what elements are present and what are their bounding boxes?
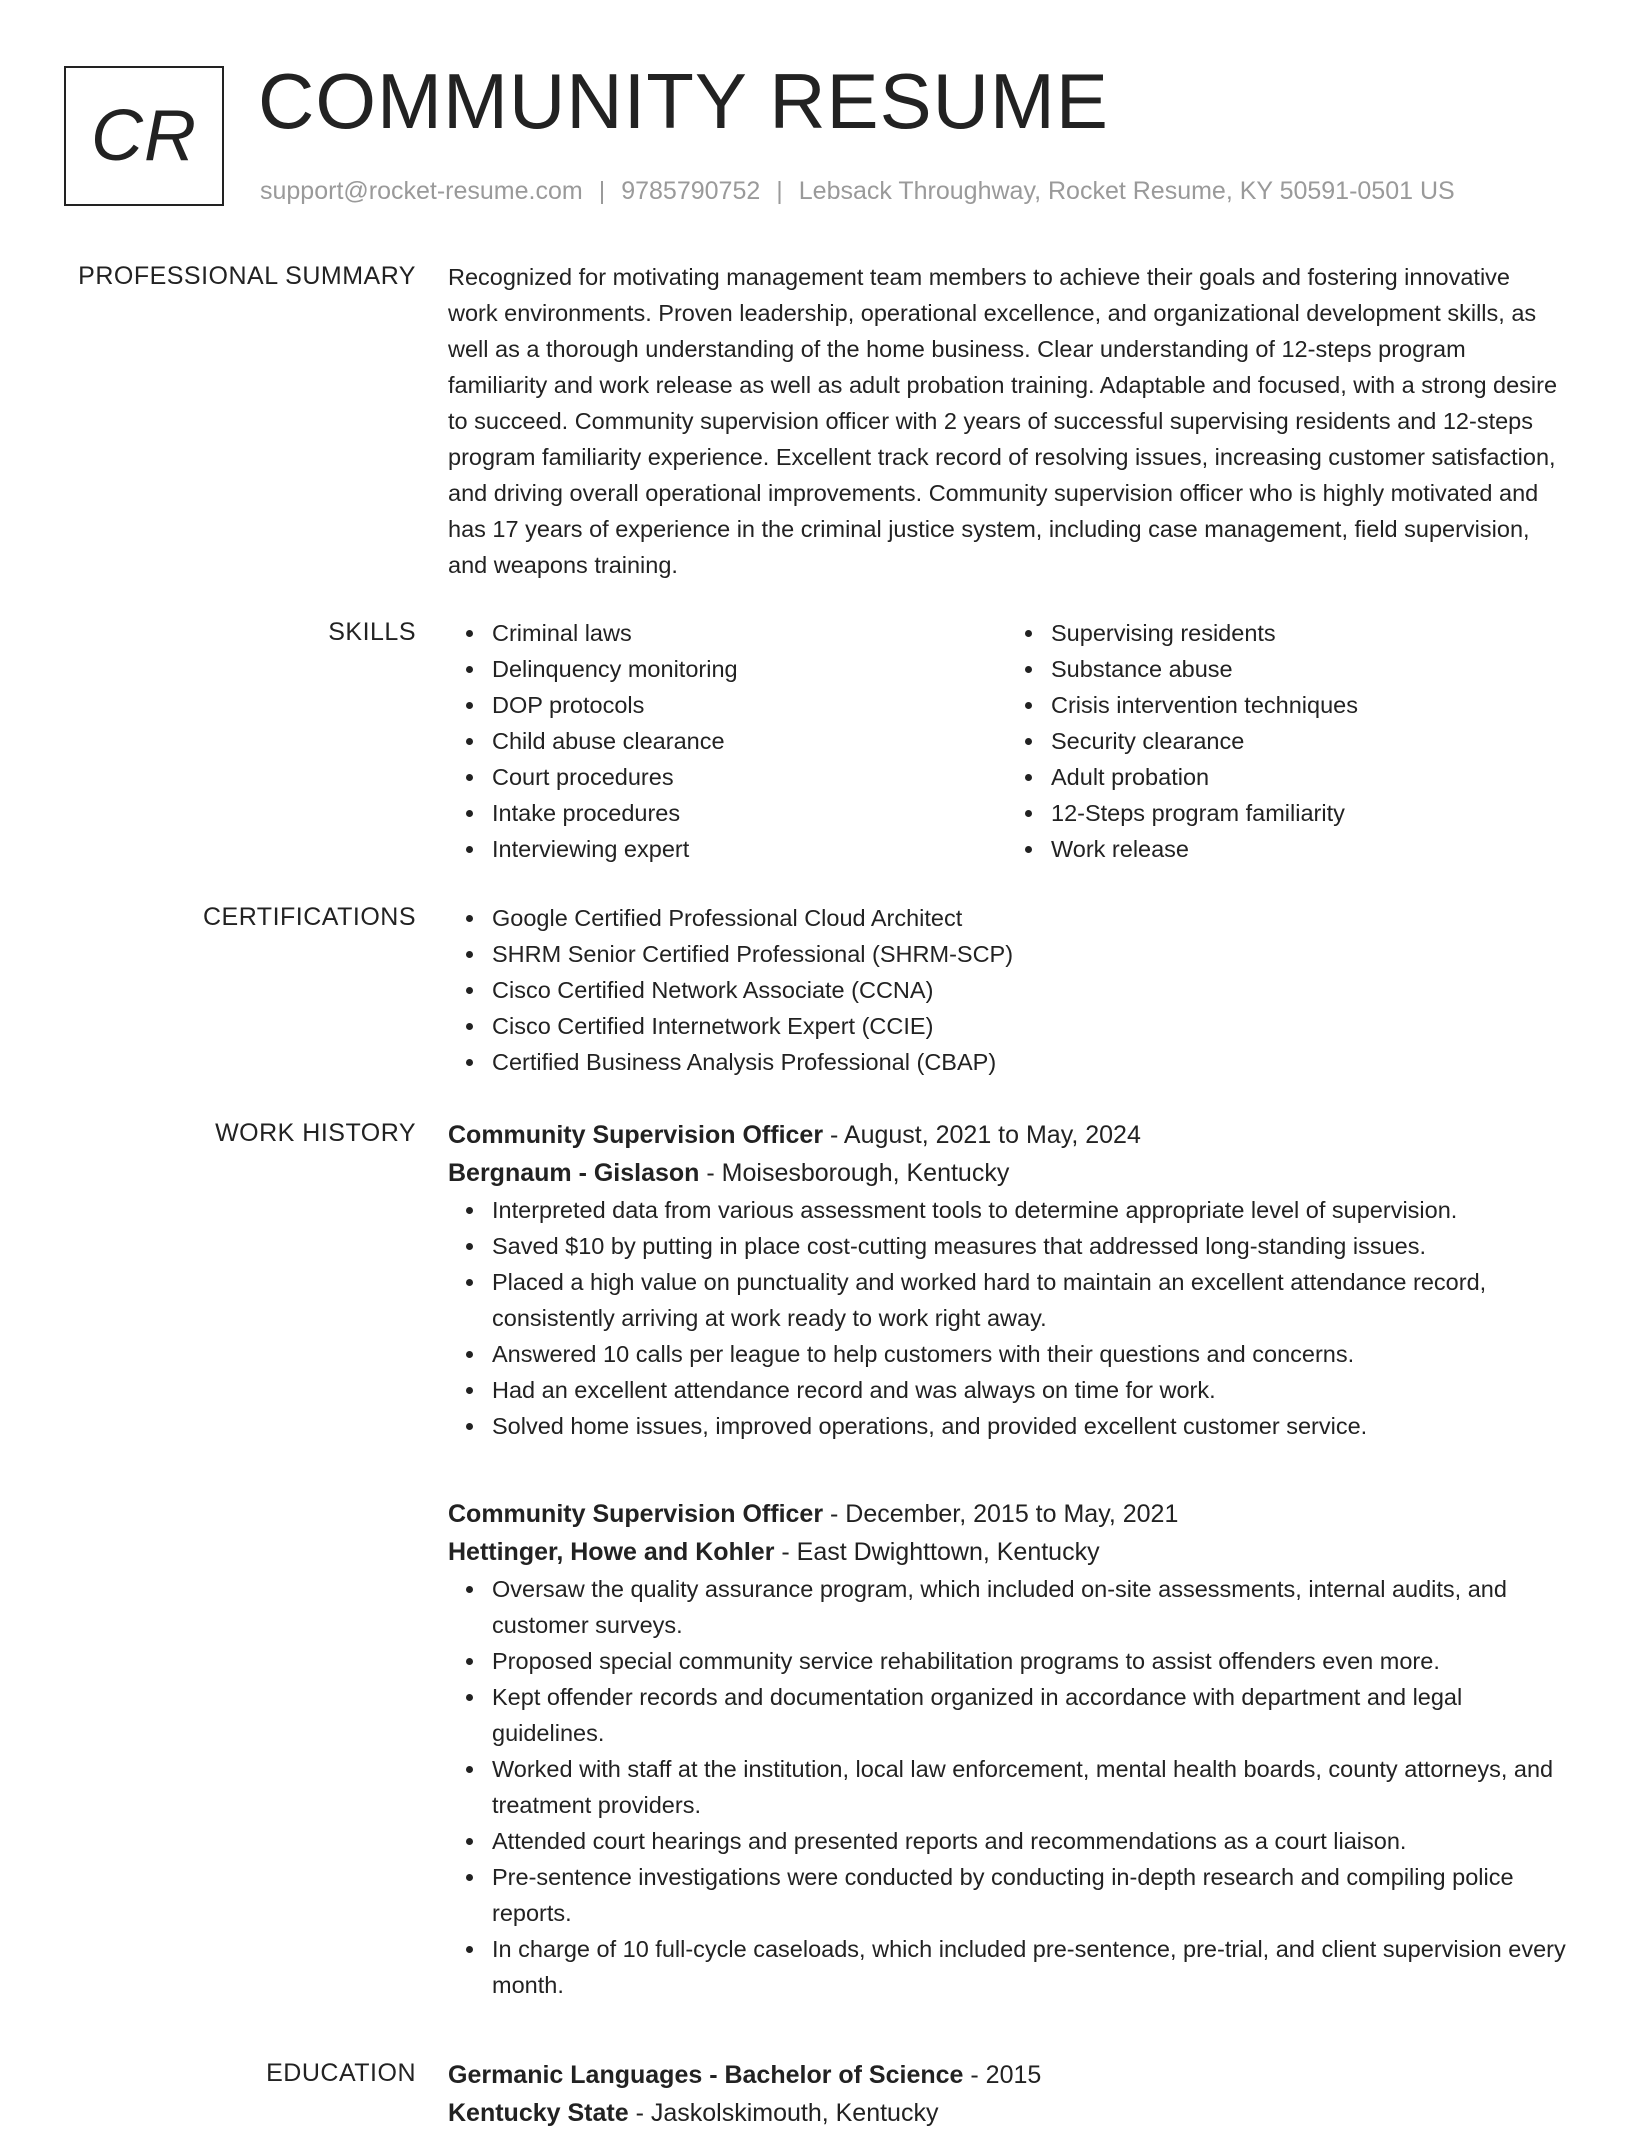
- list-item: Supervising residents: [1051, 615, 1566, 651]
- contact-separator: |: [776, 177, 783, 205]
- job-entry: [448, 1495, 1566, 2003]
- list-item: Pre-sentence investigations were conducted by conducting in-depth research and compiling police reports.: [492, 1859, 1566, 1931]
- monogram-logo: [64, 66, 224, 206]
- list-item: Intake procedures: [492, 795, 1007, 831]
- job-entry: [448, 1116, 1566, 1444]
- list-item: Cisco Certified Network Associate (CCNA): [492, 972, 1566, 1008]
- list-item: Attended court hearings and presented reports and recommendations as a court liaison.: [492, 1823, 1566, 1859]
- list-item: Interpreted data from various assessment tools to determine appropriate level of supervision.: [492, 1192, 1566, 1228]
- job-company: Hettinger, Howe and Kohler: [448, 1538, 775, 1566]
- education-school-line: [448, 2094, 1566, 2132]
- list-item: Certified Business Analysis Professional (CBAP): [492, 1044, 1566, 1080]
- list-item: 12-Steps program familiarity: [1051, 795, 1566, 831]
- education-degree-line: [448, 2056, 1566, 2094]
- job-location: - East Dwighttown, Kentucky: [774, 1538, 1100, 1566]
- list-item: Child abuse clearance: [492, 723, 1007, 759]
- job-title: Community Supervision Officer: [448, 1500, 824, 1528]
- list-item: Crisis intervention techniques: [1051, 687, 1566, 723]
- list-item: Answered 10 calls per league to help customers with their questions and concerns.: [492, 1336, 1566, 1372]
- section-heading: WORK HISTORY: [215, 1119, 416, 1147]
- candidate-name: COMMUNITY RESUME: [258, 57, 1109, 145]
- list-item: Substance abuse: [1051, 651, 1566, 687]
- education-year: - 2015: [963, 2061, 1042, 2089]
- list-item: Worked with staff at the institution, local law enforcement, mental health boards, county attorneys, and treatment providers.: [492, 1751, 1566, 1823]
- list-item: SHRM Senior Certified Professional (SHRM-SCP): [492, 936, 1566, 972]
- job-title: Community Supervision Officer: [448, 1121, 824, 1149]
- list-item: Placed a high value on punctuality and worked hard to maintain an excellent attendance record, consistently arriving at work ready to work right away.: [492, 1264, 1566, 1336]
- list-item: Google Certified Professional Cloud Architect: [492, 900, 1566, 936]
- job-title-line: [448, 1116, 1566, 1154]
- list-item: Court procedures: [492, 759, 1007, 795]
- list-item: DOP protocols: [492, 687, 1007, 723]
- list-item: Adult probation: [1051, 759, 1566, 795]
- list-item: Work release: [1051, 831, 1566, 867]
- job-duties-list: [448, 1571, 1566, 2003]
- section-heading: CERTIFICATIONS: [202, 903, 416, 931]
- list-item: Oversaw the quality assurance program, which included on-site assessments, internal audits, and customer surveys.: [492, 1571, 1566, 1643]
- education-school: Kentucky State: [448, 2099, 629, 2127]
- job-title-line: [448, 1495, 1566, 1533]
- skills-list-left: [448, 615, 1007, 867]
- contact-separator: |: [598, 177, 606, 205]
- list-item: Saved $10 by putting in place cost-cutting measures that addressed long-standing issues.: [492, 1228, 1566, 1264]
- list-item: Security clearance: [1051, 723, 1566, 759]
- section-heading: EDUCATION: [266, 2059, 416, 2087]
- summary-text: Recognized for motivating management team members to achieve their goals and fostering innovative work environments. Proven leadership, operational excellence, and organizational development skills, as well as a thorough understanding of the home business. Clear understanding of 12-steps program familiarity and work release as well as adult probation training. Adaptable and focused, with a strong desire to succeed. Community supervision officer with 2 years of successful supervising residents and 12-steps program familiarity experience. Excellent track record of resolving issues, increasing customer satisfaction, and driving overall operational improvements. Community supervision officer who is highly motivated and has 17 years of experience in the criminal justice system, including case management, field supervision, and weapons training.: [448, 264, 1558, 578]
- list-item: Interviewing expert: [492, 831, 1007, 867]
- monogram-text: CR: [91, 96, 197, 176]
- contact-address: Lebsack Throughway, Rocket Resume, KY 50591-0501 US: [798, 177, 1455, 205]
- list-item: Cisco Certified Internetwork Expert (CCIE): [492, 1008, 1566, 1044]
- job-duties-list: [448, 1192, 1566, 1444]
- contact-email: support@rocket-resume.com: [260, 177, 583, 205]
- certifications-list: [448, 900, 1566, 1080]
- list-item: Kept offender records and documentation organized in accordance with department and legal guidelines.: [492, 1679, 1566, 1751]
- job-company-line: [448, 1154, 1566, 1192]
- job-company: Bergnaum - Gislason: [448, 1159, 700, 1187]
- contact-line: [260, 175, 1455, 207]
- list-item: Delinquency monitoring: [492, 651, 1007, 687]
- job-dates: - December, 2015 to May, 2021: [823, 1500, 1179, 1528]
- education-location: - Jaskolskimouth, Kentucky: [628, 2099, 939, 2127]
- list-item: Solved home issues, improved operations, and provided excellent customer service.: [492, 1408, 1566, 1444]
- job-location: - Moisesborough, Kentucky: [699, 1159, 1010, 1187]
- section-heading: SKILLS: [328, 618, 416, 646]
- list-item: Had an excellent attendance record and was always on time for work.: [492, 1372, 1566, 1408]
- education-degree: Germanic Languages - Bachelor of Science: [448, 2061, 964, 2089]
- contact-phone: 9785790752: [621, 177, 761, 205]
- section-heading: PROFESSIONAL SUMMARY: [78, 262, 416, 290]
- list-item: In charge of 10 full-cycle caseloads, which included pre-sentence, pre-trial, and client supervision every month.: [492, 1931, 1566, 2003]
- job-dates: - August, 2021 to May, 2024: [823, 1121, 1141, 1149]
- list-item: Criminal laws: [492, 615, 1007, 651]
- list-item: Proposed special community service rehabilitation programs to assist offenders even more.: [492, 1643, 1566, 1679]
- skills-list-right: [1007, 615, 1566, 867]
- job-company-line: [448, 1533, 1566, 1571]
